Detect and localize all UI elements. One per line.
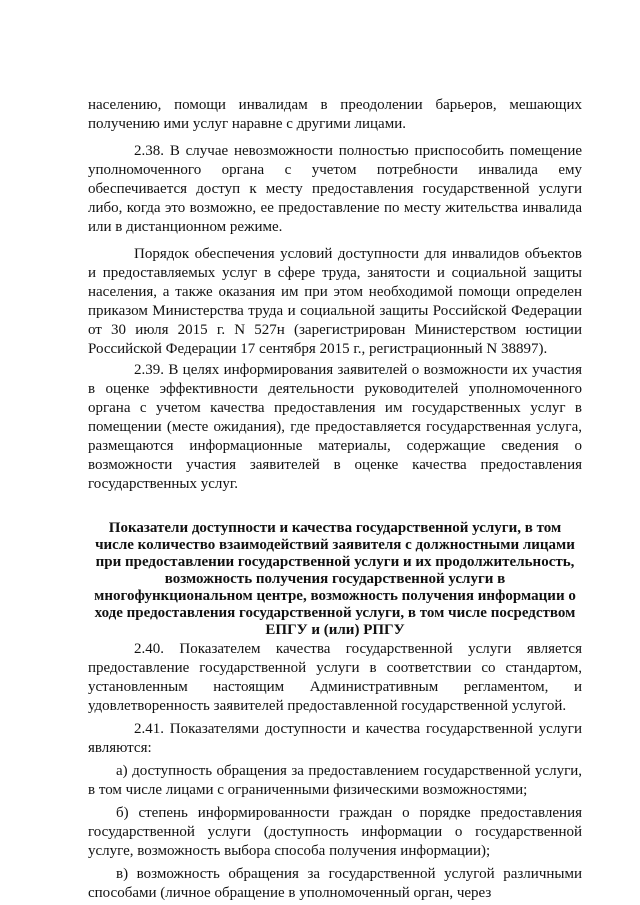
paragraph-2-40: 2.40. Показателем качества государственной услуги является предоставление государственной услуги в соответствии со стандартом, установленным настоящим Административным регламентом, и удовлетворенность заявителей предоставленной государственной услугой. — [88, 641, 582, 714]
paragraph-2-41: 2.41. Показателями доступности и качества государственной услуги являются: — [88, 721, 582, 756]
paragraph-2-39: 2.39. В целях информирования заявителей о возможности их участия в оценке эффективности деятельности руководителей уполномоченного органа с учетом качества предоставления им государственных услуг в помещении (месте ожидания), где предоставляется государственная услуга, размещаются информационные материалы, содержащие сведения о возможности участия заявителей в оценке качества предоставления государственных услуг. — [88, 362, 582, 492]
indicator-list — [88, 762, 582, 903]
paragraph-accessibility-order: Порядок обеспечения условий доступности для инвалидов объектов и предоставляемых услуг в сфере труда, занятости и социальной защиты населения, а также оказания им при этом необходимой помощи определен приказом Министерства труда и социальной защиты Российской Федерации от 30 июля 2015 г. N 527н (зарегистрирован Министерством юстиции Российской Федерации 17 сентября 2015 г., регистрационный N 38897). — [88, 246, 582, 357]
document-body — [88, 96, 582, 903]
list-item-b: б) степень информированности граждан о порядке предоставления государственной услуги (доступность информации о государственной услуге, возможность выбора способа получения информации); — [88, 805, 582, 859]
section-heading: Показатели доступности и качества государственной услуги, в том числе количество взаимодействий заявителя с должностными лицами при предоставлении государственной услуги и их продолжительность, возможность получения государственной услуги в многофункциональном центре, возможность получения информации о ходе предоставления государственной услуги, в том числе посредством ЕПГУ и (или) РПГУ — [94, 520, 576, 638]
list-item-a: а) доступность обращения за предоставлением государственной услуги, в том числе лицами с ограниченными физическими возможностями; — [88, 763, 582, 798]
list-item-v: в) возможность обращения за государственной услугой различными способами (личное обращение в уполномоченный орган, через — [88, 866, 582, 901]
paragraph-continuation: населению, помощи инвалидам в преодолении барьеров, мешающих получению ими услуг наравне с другими лицами. — [88, 97, 582, 132]
paragraph-2-38: 2.38. В случае невозможности полностью приспособить помещение уполномоченного органа с учетом потребности инвалида ему обеспечивается доступ к месту предоставления государственной услуги либо, когда это возможно, ее предоставление по месту жительства инвалида или в дистанционном режиме. — [88, 143, 582, 235]
